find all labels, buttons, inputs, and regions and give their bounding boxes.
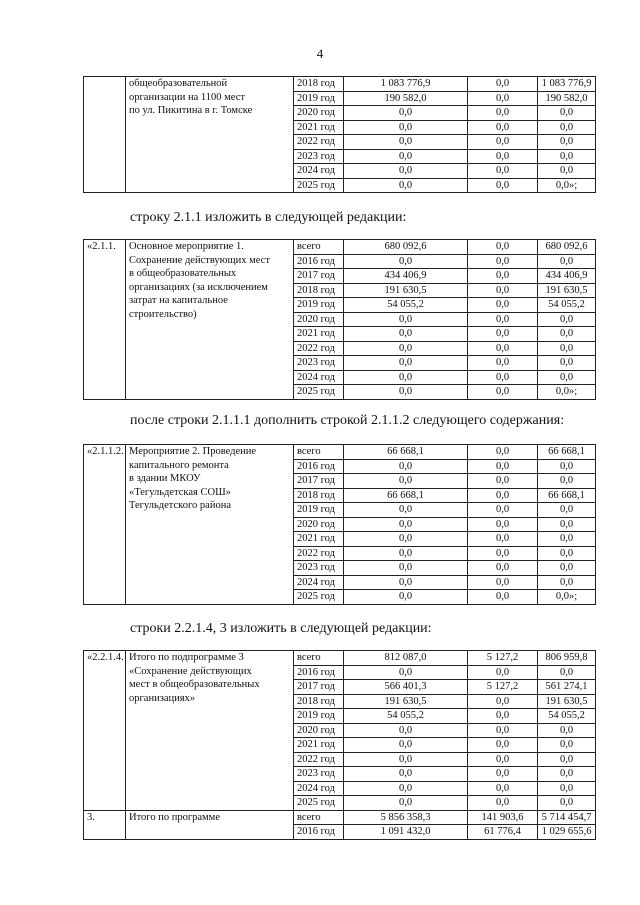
row-name-cell <box>126 651 294 811</box>
regional-cell: 5 714 454,7 <box>538 810 596 825</box>
federal-cell: 0,0 <box>468 283 538 298</box>
regional-cell: 190 582,0 <box>538 91 596 106</box>
row-name-cell <box>126 77 294 193</box>
year-cell: 2025 год <box>294 590 344 605</box>
regional-cell: 66 668,1 <box>538 445 596 460</box>
name-line: в здании МКОУ <box>129 473 201 484</box>
regional-cell: 0,0 <box>538 120 596 135</box>
name-line: Мероприятие 2. Проведение <box>129 446 257 457</box>
page-number: 4 <box>316 46 324 61</box>
total-cell: 190 582,0 <box>344 91 468 106</box>
federal-cell: 0,0 <box>468 135 538 150</box>
name-line: строительство) <box>129 308 197 320</box>
year-cell: 2019 год <box>294 91 344 106</box>
row-name-cell <box>126 810 294 839</box>
regional-cell: 561 274,1 <box>538 680 596 695</box>
year-cell: 2019 год <box>294 709 344 724</box>
name-line: Сохранение действующих мест <box>129 254 270 266</box>
table-row <box>84 240 596 255</box>
total-cell: 54 055,2 <box>344 709 468 724</box>
year-cell: 2017 год <box>294 269 344 284</box>
federal-cell: 0,0 <box>468 752 538 767</box>
total-cell: 566 401,3 <box>344 680 468 695</box>
table-block-1 <box>83 76 596 193</box>
year-cell: 2023 год <box>294 561 344 576</box>
year-cell: 2023 год <box>294 149 344 164</box>
name-line: Основное мероприятие 1. <box>129 241 244 252</box>
total-cell: 0,0 <box>344 474 468 489</box>
name-line: организациях (за исключением <box>129 281 268 293</box>
year-cell: 2022 год <box>294 135 344 150</box>
regional-cell: 0,0 <box>538 723 596 738</box>
regional-cell: 0,0 <box>538 796 596 811</box>
federal-cell: 0,0 <box>468 327 538 342</box>
regional-cell: 0,0»; <box>538 178 596 193</box>
total-cell: 0,0 <box>344 575 468 590</box>
regional-cell: 0,0»; <box>538 590 596 605</box>
row-number-cell: «2.2.1.4. <box>84 651 126 811</box>
total-cell: 66 668,1 <box>344 445 468 460</box>
year-cell: всего <box>294 810 344 825</box>
year-cell: 2022 год <box>294 341 344 356</box>
regional-cell: 0,0 <box>538 149 596 164</box>
year-cell: 2022 год <box>294 546 344 561</box>
total-cell: 0,0 <box>344 120 468 135</box>
regional-cell: 0,0 <box>538 341 596 356</box>
total-cell: 1 083 776,9 <box>344 77 468 92</box>
federal-cell: 0,0 <box>468 546 538 561</box>
name-line: капитального ремонта <box>129 459 229 471</box>
table-row <box>84 445 596 460</box>
federal-cell: 0,0 <box>468 459 538 474</box>
regional-cell: 434 406,9 <box>538 269 596 284</box>
year-cell: 2020 год <box>294 723 344 738</box>
total-cell: 0,0 <box>344 503 468 518</box>
regional-cell: 0,0 <box>538 738 596 753</box>
regional-cell: 0,0 <box>538 135 596 150</box>
year-cell: 2025 год <box>294 796 344 811</box>
instruction-line-1: строку 2.1.1 изложить в следующей редакции: <box>130 210 407 225</box>
year-cell: 2017 год <box>294 680 344 695</box>
total-cell: 434 406,9 <box>344 269 468 284</box>
year-cell: 2021 год <box>294 120 344 135</box>
regional-cell: 0,0 <box>538 503 596 518</box>
year-cell: 2019 год <box>294 298 344 313</box>
year-cell: 2016 год <box>294 825 344 840</box>
regional-cell: 54 055,2 <box>538 709 596 724</box>
federal-cell: 0,0 <box>468 254 538 269</box>
total-cell: 66 668,1 <box>344 488 468 503</box>
year-cell: 2019 год <box>294 503 344 518</box>
year-cell: 2018 год <box>294 488 344 503</box>
regional-cell: 0,0 <box>538 254 596 269</box>
regional-cell: 0,0 <box>538 327 596 342</box>
total-cell: 54 055,2 <box>344 298 468 313</box>
regional-cell: 0,0»; <box>538 385 596 400</box>
year-cell: 2023 год <box>294 767 344 782</box>
federal-cell: 0,0 <box>468 164 538 179</box>
regional-cell: 0,0 <box>538 370 596 385</box>
federal-cell: 0,0 <box>468 91 538 106</box>
regional-cell: 0,0 <box>538 312 596 327</box>
year-cell: 2024 год <box>294 370 344 385</box>
year-cell: 2016 год <box>294 254 344 269</box>
row-name-cell <box>126 240 294 400</box>
year-cell: 2017 год <box>294 474 344 489</box>
total-cell: 0,0 <box>344 356 468 371</box>
year-cell: всего <box>294 445 344 460</box>
name-line: мест в общеобразовательных <box>129 679 260 690</box>
total-cell: 0,0 <box>344 106 468 121</box>
regional-cell: 1 029 655,6 <box>538 825 596 840</box>
regional-cell: 66 668,1 <box>538 488 596 503</box>
total-cell: 0,0 <box>344 738 468 753</box>
name-line: по ул. Пикитина в г. Томске <box>129 105 253 116</box>
total-cell: 0,0 <box>344 254 468 269</box>
regional-cell: 0,0 <box>538 665 596 680</box>
total-cell: 0,0 <box>344 178 468 193</box>
regional-cell: 0,0 <box>538 474 596 489</box>
total-cell: 0,0 <box>344 781 468 796</box>
federal-cell: 0,0 <box>468 298 538 313</box>
federal-cell: 0,0 <box>468 341 538 356</box>
table-row <box>84 77 596 92</box>
year-cell: 2025 год <box>294 385 344 400</box>
row-name-cell <box>126 445 294 605</box>
federal-cell: 5 127,2 <box>468 651 538 666</box>
name-line: «Сохранение действующих <box>129 665 252 677</box>
total-cell: 0,0 <box>344 312 468 327</box>
total-cell: 0,0 <box>344 149 468 164</box>
year-cell: 2020 год <box>294 312 344 327</box>
federal-cell: 0,0 <box>468 474 538 489</box>
regional-cell: 0,0 <box>538 561 596 576</box>
year-cell: 2016 год <box>294 665 344 680</box>
year-cell: 2024 год <box>294 575 344 590</box>
federal-cell: 0,0 <box>468 312 538 327</box>
federal-cell: 0,0 <box>468 445 538 460</box>
federal-cell: 0,0 <box>468 532 538 547</box>
year-cell: 2018 год <box>294 77 344 92</box>
year-cell: 2021 год <box>294 327 344 342</box>
total-cell: 0,0 <box>344 796 468 811</box>
total-cell: 0,0 <box>344 590 468 605</box>
federal-cell: 0,0 <box>468 488 538 503</box>
federal-cell: 0,0 <box>468 77 538 92</box>
federal-cell: 0,0 <box>468 709 538 724</box>
year-cell: 2023 год <box>294 356 344 371</box>
name-line: организации на 1100 мест <box>129 91 245 103</box>
federal-cell: 0,0 <box>468 738 538 753</box>
regional-cell: 0,0 <box>538 752 596 767</box>
federal-cell: 0,0 <box>468 269 538 284</box>
name-line: Итого по подпрограмме 3 <box>129 652 244 663</box>
total-cell: 0,0 <box>344 517 468 532</box>
year-cell: 2025 год <box>294 178 344 193</box>
total-cell: 0,0 <box>344 327 468 342</box>
federal-cell: 0,0 <box>468 149 538 164</box>
federal-cell: 0,0 <box>468 665 538 680</box>
total-cell: 191 630,5 <box>344 694 468 709</box>
year-cell: всего <box>294 240 344 255</box>
federal-cell: 61 776,4 <box>468 825 538 840</box>
name-line: затрат на капитальное <box>129 295 228 306</box>
total-cell: 0,0 <box>344 546 468 561</box>
federal-cell: 0,0 <box>468 385 538 400</box>
year-cell: 2020 год <box>294 106 344 121</box>
total-cell: 680 092,6 <box>344 240 468 255</box>
total-cell: 0,0 <box>344 164 468 179</box>
regional-cell: 191 630,5 <box>538 283 596 298</box>
year-cell: всего <box>294 651 344 666</box>
year-cell: 2020 год <box>294 517 344 532</box>
federal-cell: 0,0 <box>468 796 538 811</box>
federal-cell: 0,0 <box>468 178 538 193</box>
regional-cell: 0,0 <box>538 106 596 121</box>
regional-cell: 0,0 <box>538 164 596 179</box>
regional-cell: 0,0 <box>538 575 596 590</box>
regional-cell: 0,0 <box>538 459 596 474</box>
table-row <box>84 651 596 666</box>
year-cell: 2018 год <box>294 694 344 709</box>
total-cell: 0,0 <box>344 341 468 356</box>
federal-cell: 0,0 <box>468 517 538 532</box>
regional-cell: 0,0 <box>538 767 596 782</box>
federal-cell: 0,0 <box>468 561 538 576</box>
federal-cell: 0,0 <box>468 120 538 135</box>
total-cell: 0,0 <box>344 135 468 150</box>
federal-cell: 0,0 <box>468 781 538 796</box>
total-cell: 0,0 <box>344 767 468 782</box>
table-block-2-1-1 <box>83 239 596 400</box>
total-cell: 812 087,0 <box>344 651 468 666</box>
federal-cell: 0,0 <box>468 106 538 121</box>
table-row <box>84 810 596 825</box>
table-block-2-1-1-2 <box>83 444 596 605</box>
total-cell: 0,0 <box>344 752 468 767</box>
total-cell: 0,0 <box>344 370 468 385</box>
table-block-2-2-1-4 <box>83 650 596 840</box>
total-cell: 0,0 <box>344 385 468 400</box>
total-cell: 0,0 <box>344 459 468 474</box>
total-cell: 191 630,5 <box>344 283 468 298</box>
year-cell: 2024 год <box>294 781 344 796</box>
year-cell: 2018 год <box>294 283 344 298</box>
federal-cell: 0,0 <box>468 575 538 590</box>
federal-cell: 0,0 <box>468 503 538 518</box>
total-cell: 0,0 <box>344 723 468 738</box>
federal-cell: 0,0 <box>468 240 538 255</box>
total-cell: 1 091 432,0 <box>344 825 468 840</box>
regional-cell: 191 630,5 <box>538 694 596 709</box>
regional-cell: 0,0 <box>538 781 596 796</box>
federal-cell: 141 903,6 <box>468 810 538 825</box>
year-cell: 2021 год <box>294 532 344 547</box>
instruction-line-2: после строки 2.1.1.1 дополнить строкой 2.1.1.2 следующего содержания: <box>130 413 565 428</box>
name-line: Итого по программе <box>129 811 220 823</box>
year-cell: 2016 год <box>294 459 344 474</box>
instruction-line-3: строки 2.2.1.4, 3 изложить в следующей редакции: <box>130 621 432 636</box>
regional-cell: 1 083 776,9 <box>538 77 596 92</box>
year-cell: 2022 год <box>294 752 344 767</box>
total-cell: 0,0 <box>344 561 468 576</box>
regional-cell: 54 055,2 <box>538 298 596 313</box>
federal-cell: 5 127,2 <box>468 680 538 695</box>
total-cell: 0,0 <box>344 665 468 680</box>
row-number-cell <box>84 77 126 193</box>
regional-cell: 0,0 <box>538 356 596 371</box>
regional-cell: 0,0 <box>538 517 596 532</box>
name-line: организациях» <box>129 692 196 704</box>
year-cell: 2024 год <box>294 164 344 179</box>
total-cell: 0,0 <box>344 532 468 547</box>
federal-cell: 0,0 <box>468 356 538 371</box>
regional-cell: 0,0 <box>538 546 596 561</box>
name-line: в общеобразовательных <box>129 268 237 279</box>
regional-cell: 0,0 <box>538 532 596 547</box>
name-line: Тегульдетского района <box>129 500 231 511</box>
row-number-cell: «2.1.1.2. <box>84 445 126 605</box>
regional-cell: 806 959,8 <box>538 651 596 666</box>
name-line: общеобразовательной <box>129 78 228 89</box>
federal-cell: 0,0 <box>468 370 538 385</box>
regional-cell: 680 092,6 <box>538 240 596 255</box>
federal-cell: 0,0 <box>468 590 538 605</box>
federal-cell: 0,0 <box>468 767 538 782</box>
row-number-cell: 3. <box>84 810 126 839</box>
year-cell: 2021 год <box>294 738 344 753</box>
row-number-cell: «2.1.1. <box>84 240 126 400</box>
federal-cell: 0,0 <box>468 694 538 709</box>
total-cell: 5 856 358,3 <box>344 810 468 825</box>
federal-cell: 0,0 <box>468 723 538 738</box>
name-line: «Тегульдетская СОШ» <box>129 486 231 498</box>
